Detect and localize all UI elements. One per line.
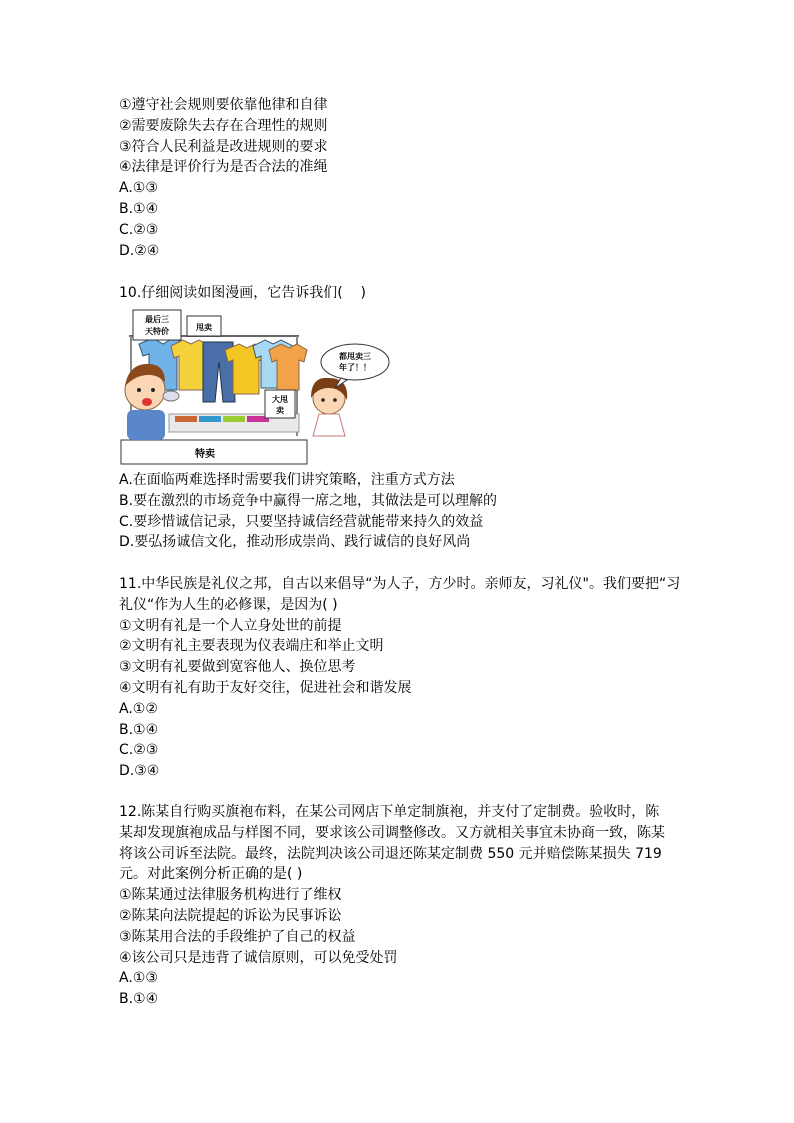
statement-4: ④法律是评价行为是否合法的准绳 xyxy=(119,159,328,176)
option-b: B.①④ xyxy=(119,721,159,738)
option-d: D.②④ xyxy=(119,242,160,259)
option-b: B.要在激烈的市场竞争中赢得一席之地，其做法是可以理解的 xyxy=(119,492,498,509)
statement-4: ④该公司只是违背了诚信原则，可以免受处罚 xyxy=(119,949,398,966)
statement-3: ③文明有礼要做到宽容他人、换位思考 xyxy=(119,659,356,676)
question-stem: 10.仔细阅读如图漫画，它告诉我们( ) xyxy=(119,285,366,301)
question-stem: 11.中华民族是礼仪之邦，自古以来倡导“为人子，方少时。亲师友，习礼仪"。我们要把“习礼仪“作为人生的必修课，是因为( ) xyxy=(119,576,681,613)
bubble-line2: 年了！！ xyxy=(339,363,371,372)
option-b: B.①④ xyxy=(119,200,159,217)
option-d: D.③④ xyxy=(119,763,160,780)
sign-big-line2: 卖 xyxy=(276,406,284,415)
question-12 xyxy=(119,802,667,1010)
statement-3: ③符合人民利益是改进规则的要求 xyxy=(119,138,328,155)
question-10 xyxy=(119,283,679,304)
question-10-options xyxy=(119,470,679,553)
statement-3: ③陈某用合法的手段维护了自己的权益 xyxy=(119,928,356,945)
option-a: A.在面临两难选择时需要我们讲究策略，注重方式方法 xyxy=(119,472,455,488)
option-c: C.②③ xyxy=(119,221,159,238)
statement-2: ②陈某向法院提起的诉讼为民事诉讼 xyxy=(119,907,342,924)
bubble-line1: 都甩卖三 xyxy=(339,352,371,361)
question-stem: 12.陈某自行购买旗袍布料，在某公司网店下单定制旗袍，并支付了定制费。验收时，陈某却发现旗袍成品与样图不同，要求该公司调整修改。又方就相关事宜未协商一致，陈某将该公司诉至法院。最终，法院判决该公司退还陈某定制费 550 元并赔偿陈某损失 719 元。对此案例分析正确的是( ) xyxy=(119,804,665,883)
sign-special: 特卖 xyxy=(195,449,215,460)
option-b: B.①④ xyxy=(119,991,159,1008)
option-c: C.要珍惜诚信记录，只要坚持诚信经营就能带来持久的效益 xyxy=(119,513,484,530)
sign-big-line1: 大甩 xyxy=(272,395,288,404)
sign-last-line1: 最后三 xyxy=(145,315,169,324)
statement-1: ①陈某通过法律服务机构进行了维权 xyxy=(119,887,342,904)
option-a: A.①② xyxy=(119,700,158,717)
statement-2: ②文明有礼主要表现为仪表端庄和举止文明 xyxy=(119,638,384,655)
statement-2: ②需要废除失去存在合理性的规则 xyxy=(119,117,328,134)
statement-4: ④文明有礼有助于友好交往，促进社会和谐发展 xyxy=(119,679,412,696)
option-c: C.②③ xyxy=(119,742,159,759)
statement-1: ①文明有礼是一个人立身处世的前提 xyxy=(119,617,342,634)
sign-last-line2: 天特价 xyxy=(145,327,169,336)
sign-clearance: 甩卖 xyxy=(196,323,212,332)
question-9 xyxy=(119,95,679,261)
statement-1: ①遵守社会规则要依靠他律和自律 xyxy=(119,97,328,113)
option-d: D.要弘扬诚信文化，推动形成崇尚、践行诚信的良好风尚 xyxy=(119,534,471,551)
option-a: A.①③ xyxy=(119,180,158,197)
comic-illustration xyxy=(119,306,409,466)
option-a: A.①③ xyxy=(119,970,158,987)
question-11 xyxy=(119,574,689,782)
